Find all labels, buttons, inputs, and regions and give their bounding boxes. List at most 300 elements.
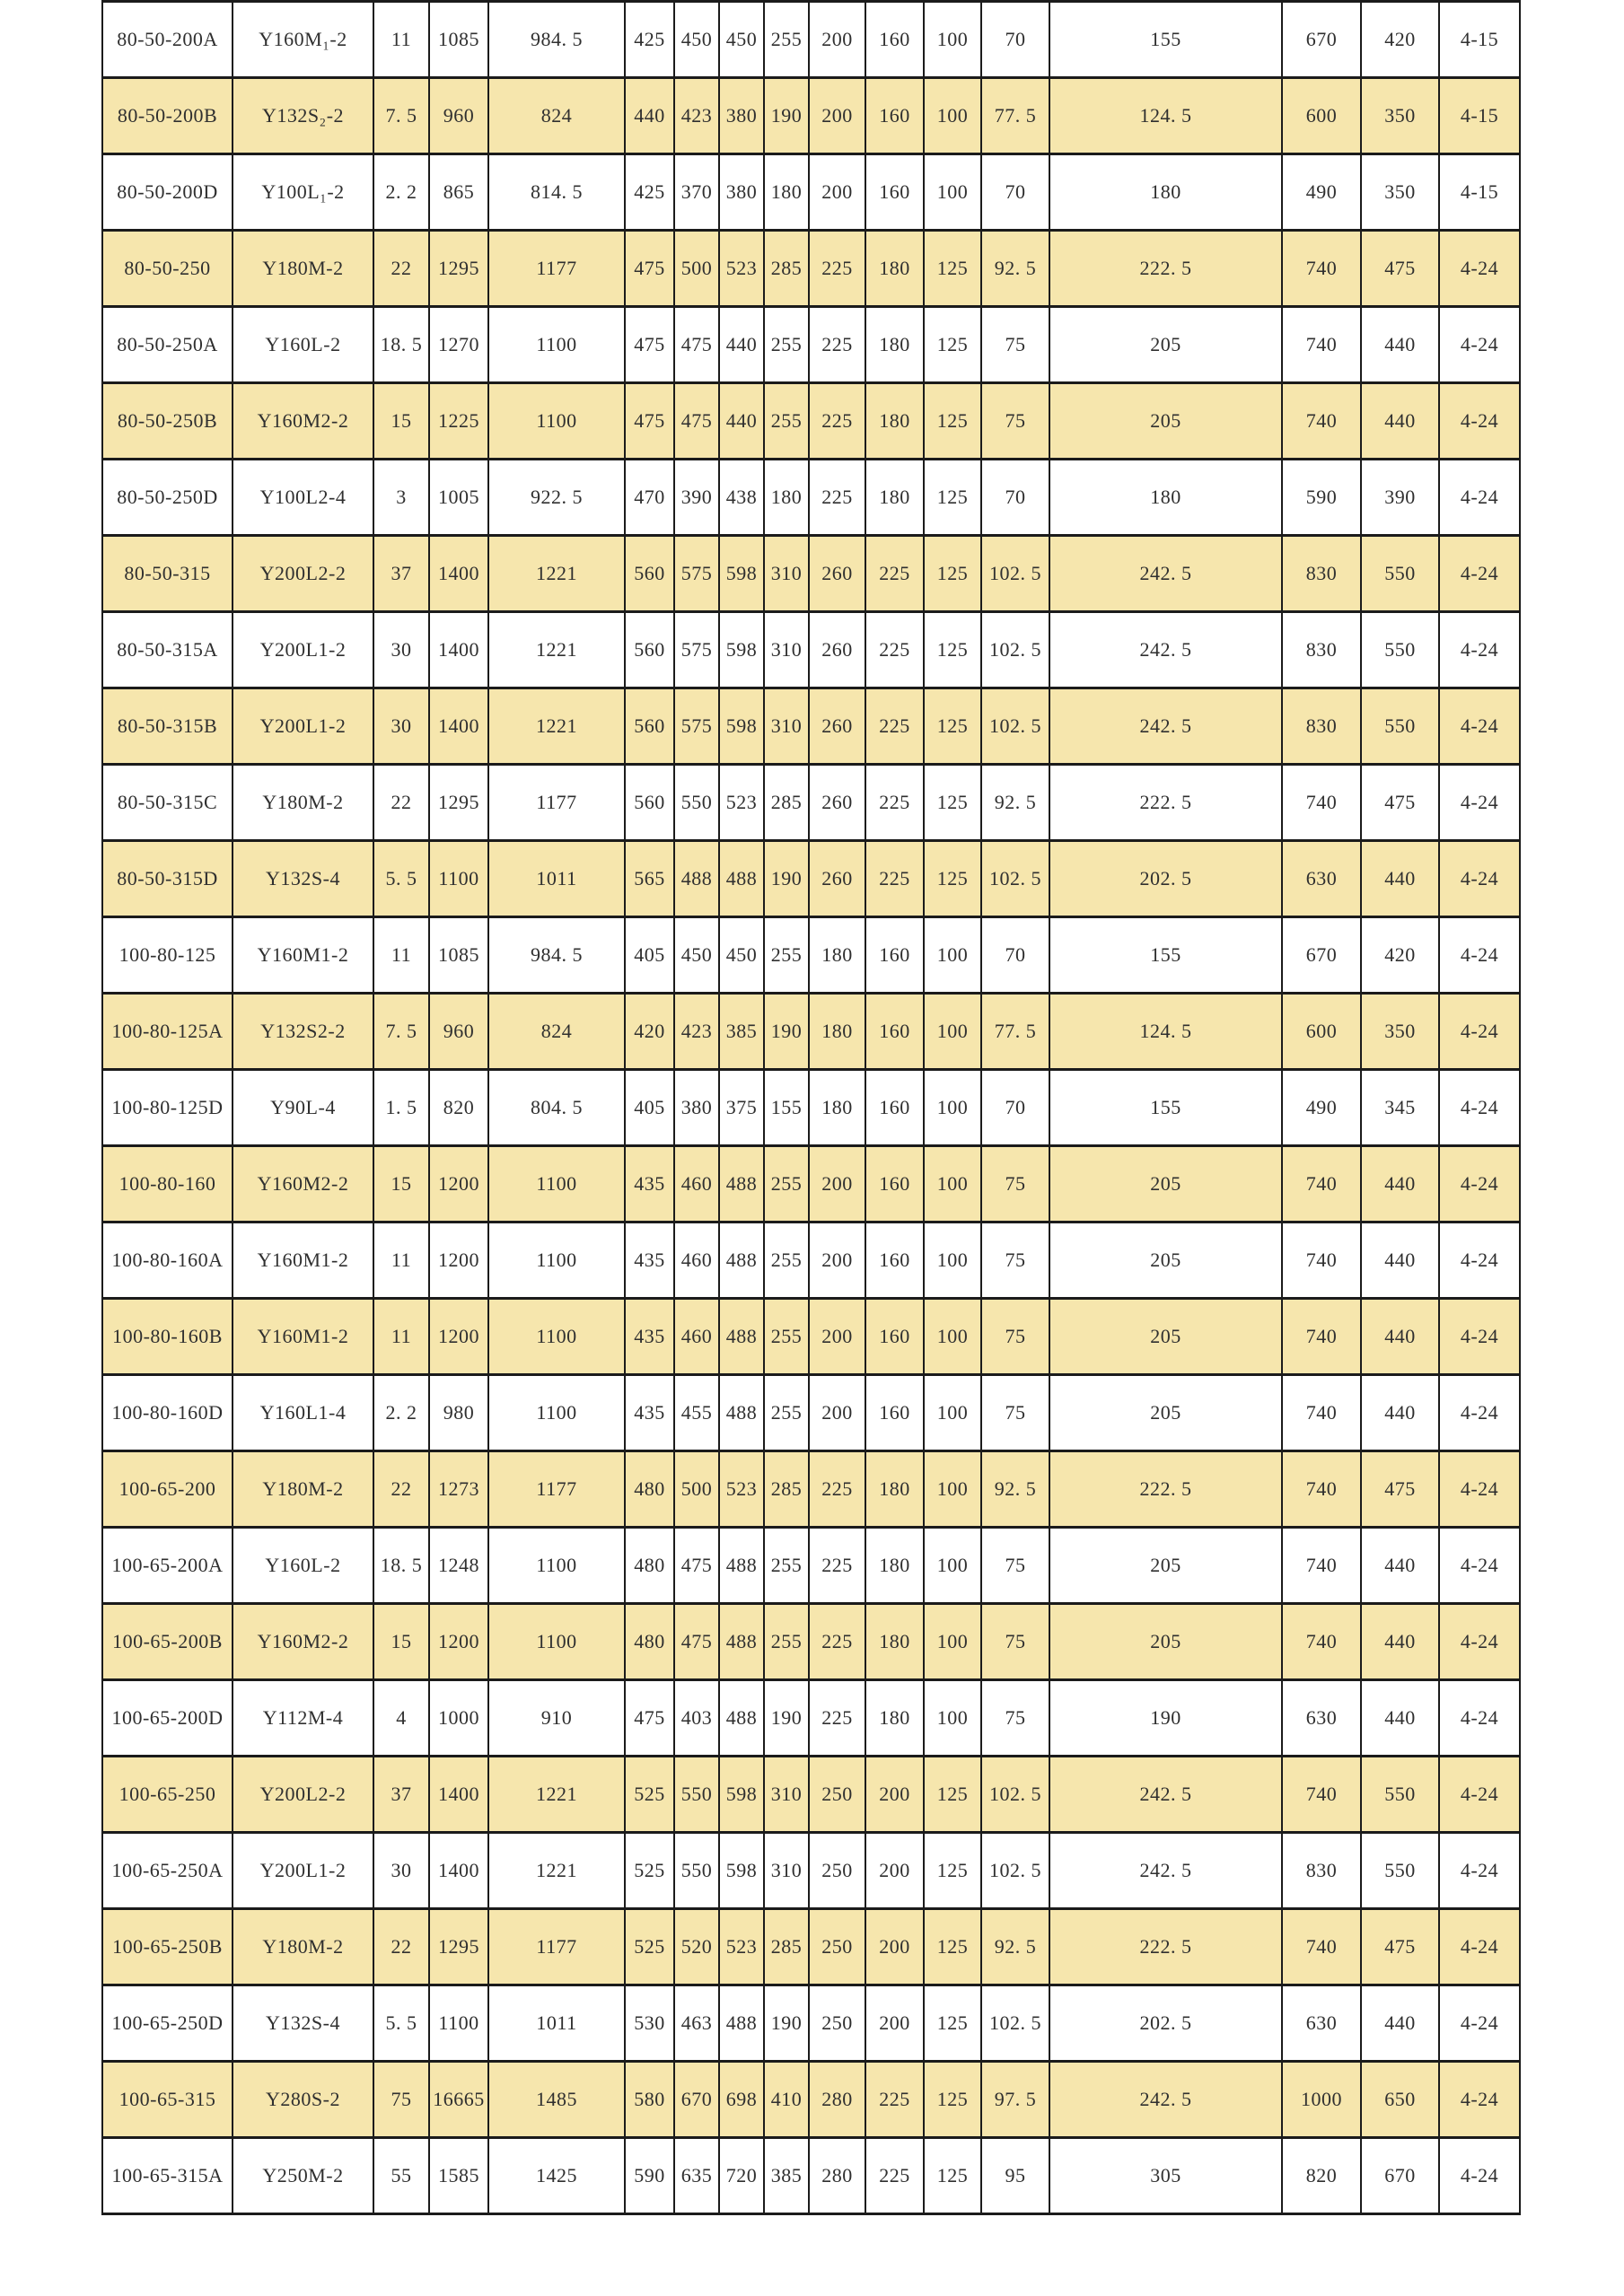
table-cell: 1011 [488, 841, 625, 917]
table-cell: 1221 [488, 536, 625, 612]
table-cell: 80-50-250A [102, 307, 233, 383]
table-cell: 15 [373, 1146, 429, 1222]
table-cell: 460 [674, 1222, 719, 1299]
table-cell: 1100 [488, 383, 625, 460]
table-cell: 22 [373, 1451, 429, 1528]
table-cell: 125 [924, 841, 981, 917]
table-cell: 242. 5 [1049, 2062, 1282, 2138]
table-cell: 260 [809, 765, 865, 841]
table-cell: 598 [719, 1757, 764, 1833]
table-cell: 4-24 [1439, 1451, 1520, 1528]
table-cell: 22 [373, 1909, 429, 1985]
table-cell: 100-65-250D [102, 1985, 233, 2062]
table-cell: 670 [1282, 917, 1361, 994]
table-cell: 1100 [488, 1375, 625, 1451]
table-cell: 440 [1361, 383, 1439, 460]
table-cell: 1273 [429, 1451, 488, 1528]
table-cell: Y180M-2 [233, 231, 373, 307]
table-cell: 440 [1361, 1680, 1439, 1757]
table-cell: 180 [809, 994, 865, 1070]
table-cell: 125 [924, 688, 981, 765]
table-cell: 590 [625, 2138, 674, 2214]
table-cell: 4-24 [1439, 1222, 1520, 1299]
table-cell: 250 [809, 1833, 865, 1909]
table-cell: 475 [674, 307, 719, 383]
table-cell: 1100 [488, 1222, 625, 1299]
table-cell: 1400 [429, 612, 488, 688]
table-cell: 550 [674, 1757, 719, 1833]
table-cell: 100-65-315A [102, 2138, 233, 2214]
table-cell: 525 [625, 1833, 674, 1909]
table-cell: 598 [719, 688, 764, 765]
table-cell: 4-24 [1439, 1985, 1520, 2062]
table-row [102, 1909, 1520, 1985]
table-cell: 202. 5 [1049, 841, 1282, 917]
table-cell: 1295 [429, 231, 488, 307]
table-cell: 438 [719, 460, 764, 536]
table-cell: 423 [674, 994, 719, 1070]
table-cell: 180 [1049, 460, 1282, 536]
table-row [102, 917, 1520, 994]
table-cell: 260 [809, 536, 865, 612]
table-cell: 310 [764, 612, 809, 688]
table-cell: 560 [625, 612, 674, 688]
table-cell: 1295 [429, 765, 488, 841]
table-cell: 1221 [488, 612, 625, 688]
table-cell: 200 [809, 1299, 865, 1375]
table-cell: 125 [924, 2062, 981, 2138]
table-cell: 530 [625, 1985, 674, 2062]
table-cell: 125 [924, 1909, 981, 1985]
table-cell: 490 [1282, 154, 1361, 231]
table-cell: 80-50-200A [102, 2, 233, 78]
table-cell: Y160L-2 [233, 307, 373, 383]
table-cell: 125 [924, 231, 981, 307]
table-cell: 565 [625, 841, 674, 917]
table-cell: 1100 [488, 1528, 625, 1604]
table-cell: 100-80-125D [102, 1070, 233, 1146]
table-cell: 260 [809, 841, 865, 917]
table-cell: 80-50-315 [102, 536, 233, 612]
table-row [102, 383, 1520, 460]
table-cell: 984. 5 [488, 2, 625, 78]
table-row [102, 2, 1520, 78]
table-cell: 600 [1282, 78, 1361, 154]
table-cell: 160 [865, 1070, 924, 1146]
table-cell: 242. 5 [1049, 1757, 1282, 1833]
table-cell: 222. 5 [1049, 1909, 1282, 1985]
table-cell: 520 [674, 1909, 719, 1985]
table-row [102, 1604, 1520, 1680]
table-cell: 4-15 [1439, 78, 1520, 154]
table-cell: 463 [674, 1985, 719, 2062]
table-row [102, 1070, 1520, 1146]
table-cell: 440 [1361, 1985, 1439, 2062]
table-cell: 1270 [429, 307, 488, 383]
table-cell: 80-50-250B [102, 383, 233, 460]
table-cell: 92. 5 [981, 1909, 1049, 1985]
table-cell: 37 [373, 1757, 429, 1833]
table-cell: 180 [865, 1451, 924, 1528]
table-cell: 18. 5 [373, 1528, 429, 1604]
table-cell: 124. 5 [1049, 78, 1282, 154]
table-cell: 124. 5 [1049, 994, 1282, 1070]
table-cell: 820 [429, 1070, 488, 1146]
table-cell: 600 [1282, 994, 1361, 1070]
table-cell: 405 [625, 1070, 674, 1146]
table-cell: 100-65-250A [102, 1833, 233, 1909]
table-cell: 490 [1282, 1070, 1361, 1146]
table-cell: 190 [1049, 1680, 1282, 1757]
table-cell: 440 [625, 78, 674, 154]
table-cell: Y160M2-2 [233, 1604, 373, 1680]
table-cell: 1200 [429, 1146, 488, 1222]
table-cell: 100-65-250B [102, 1909, 233, 1985]
table-cell: 1221 [488, 688, 625, 765]
table-cell: 560 [625, 765, 674, 841]
table-cell: 125 [924, 1833, 981, 1909]
table-cell: 225 [809, 1528, 865, 1604]
table-cell: 225 [809, 383, 865, 460]
table-cell: 1400 [429, 1833, 488, 1909]
table-cell: 740 [1282, 1451, 1361, 1528]
table-cell: 440 [1361, 841, 1439, 917]
table-cell: 922. 5 [488, 460, 625, 536]
table-cell: 670 [1361, 2138, 1439, 2214]
table-cell: 125 [924, 2138, 981, 2214]
table-cell: 280 [809, 2138, 865, 2214]
table-row [102, 1222, 1520, 1299]
table-cell: 740 [1282, 765, 1361, 841]
table-cell: 4-24 [1439, 1909, 1520, 1985]
table-cell: 814. 5 [488, 154, 625, 231]
table-cell: 480 [625, 1451, 674, 1528]
table-cell: 4-24 [1439, 231, 1520, 307]
table-cell: Y100L₁-2 [233, 154, 373, 231]
table-row [102, 1299, 1520, 1375]
table-cell: 11 [373, 1222, 429, 1299]
table-cell: 70 [981, 460, 1049, 536]
table-cell: 100 [924, 2, 981, 78]
table-cell: 4-24 [1439, 917, 1520, 994]
table-cell: 598 [719, 1833, 764, 1909]
table-cell: 310 [764, 688, 809, 765]
table-cell: 475 [625, 383, 674, 460]
table-cell: 4-15 [1439, 2, 1520, 78]
table-cell: 435 [625, 1222, 674, 1299]
table-cell: 180 [865, 231, 924, 307]
table-cell: 4-24 [1439, 383, 1520, 460]
table-cell: 200 [809, 78, 865, 154]
table-cell: 310 [764, 536, 809, 612]
table-cell: 100-65-200B [102, 1604, 233, 1680]
table-cell: 242. 5 [1049, 612, 1282, 688]
table-row [102, 460, 1520, 536]
table-cell: 205 [1049, 1528, 1282, 1604]
table-cell: 560 [625, 536, 674, 612]
table-row [102, 1528, 1520, 1604]
table-cell: 75 [981, 1375, 1049, 1451]
table-cell: 405 [625, 917, 674, 994]
table-cell: 4-24 [1439, 994, 1520, 1070]
table-cell: 435 [625, 1375, 674, 1451]
table-cell: 190 [764, 1985, 809, 2062]
table-cell: 102. 5 [981, 1757, 1049, 1833]
table-cell: 280 [809, 2062, 865, 2138]
table-cell: 100-80-125A [102, 994, 233, 1070]
table-cell: 100-65-250 [102, 1757, 233, 1833]
table-cell: 92. 5 [981, 1451, 1049, 1528]
table-cell: 4-24 [1439, 612, 1520, 688]
table-cell: 1177 [488, 231, 625, 307]
table-cell: 4-24 [1439, 1375, 1520, 1451]
table-cell: 70 [981, 917, 1049, 994]
table-cell: Y132S₂-2 [233, 78, 373, 154]
table-cell: 190 [764, 841, 809, 917]
table-cell: 30 [373, 688, 429, 765]
table-cell: 4-24 [1439, 1604, 1520, 1680]
table-cell: 305 [1049, 2138, 1282, 2214]
table-cell: 100 [924, 917, 981, 994]
table-cell: Y180M-2 [233, 765, 373, 841]
table-cell: 55 [373, 2138, 429, 2214]
table-cell: 285 [764, 1451, 809, 1528]
table-cell: 205 [1049, 1222, 1282, 1299]
table-cell: 480 [625, 1604, 674, 1680]
table-cell: 80-50-250D [102, 460, 233, 536]
table-cell: 102. 5 [981, 1833, 1049, 1909]
table-cell: 100-65-315 [102, 2062, 233, 2138]
table-cell: Y160L1-4 [233, 1375, 373, 1451]
table-cell: Y180M-2 [233, 1451, 373, 1528]
table-cell: 285 [764, 1909, 809, 1985]
table-cell: 102. 5 [981, 612, 1049, 688]
table-cell: 180 [865, 460, 924, 536]
table-cell: 100-80-160 [102, 1146, 233, 1222]
table-cell: Y160M₁-2 [233, 2, 373, 78]
table-cell: 222. 5 [1049, 1451, 1282, 1528]
table-cell: 160 [865, 1146, 924, 1222]
table-cell: 1225 [429, 383, 488, 460]
pump-spec-table [101, 0, 1521, 2215]
table-cell: 125 [924, 1757, 981, 1833]
table-cell: 425 [625, 154, 674, 231]
table-cell: 160 [865, 78, 924, 154]
table-cell: 180 [1049, 154, 1282, 231]
table-cell: 285 [764, 765, 809, 841]
table-cell: 225 [809, 1451, 865, 1528]
table-cell: 155 [1049, 2, 1282, 78]
table-cell: 200 [809, 1375, 865, 1451]
table-cell: 390 [674, 460, 719, 536]
table-cell: 30 [373, 612, 429, 688]
table-row [102, 1985, 1520, 2062]
table-cell: 488 [719, 1146, 764, 1222]
table-cell: 1. 5 [373, 1070, 429, 1146]
table-cell: 550 [1361, 536, 1439, 612]
table-cell: 4-24 [1439, 1146, 1520, 1222]
table-cell: 435 [625, 1299, 674, 1375]
table-cell: 740 [1282, 1146, 1361, 1222]
table-cell: 255 [764, 1146, 809, 1222]
table-cell: 200 [809, 1146, 865, 1222]
table-cell: 100-80-160A [102, 1222, 233, 1299]
table-cell: 1100 [488, 307, 625, 383]
table-cell: 255 [764, 2, 809, 78]
table-cell: 260 [809, 612, 865, 688]
table-cell: 225 [865, 2138, 924, 2214]
table-cell: 635 [674, 2138, 719, 2214]
table-cell: Y200L2-2 [233, 536, 373, 612]
table-cell: 420 [625, 994, 674, 1070]
table-cell: 7. 5 [373, 78, 429, 154]
table-cell: 255 [764, 1528, 809, 1604]
table-cell: 488 [674, 841, 719, 917]
table-cell: 385 [719, 994, 764, 1070]
table-cell: 375 [719, 1070, 764, 1146]
table-cell: 1585 [429, 2138, 488, 2214]
table-cell: 440 [719, 307, 764, 383]
table-cell: Y160M1-2 [233, 1299, 373, 1375]
table-cell: Y160M1-2 [233, 917, 373, 994]
table-cell: 440 [1361, 1528, 1439, 1604]
table-cell: 960 [429, 994, 488, 1070]
table-cell: 460 [674, 1146, 719, 1222]
table-cell: 550 [1361, 688, 1439, 765]
table-cell: 1005 [429, 460, 488, 536]
table-cell: 200 [865, 1833, 924, 1909]
table-cell: 160 [865, 154, 924, 231]
table-cell: 830 [1282, 1833, 1361, 1909]
table-row [102, 1757, 1520, 1833]
table-cell: 285 [764, 231, 809, 307]
table-row [102, 154, 1520, 231]
table-cell: 160 [865, 2, 924, 78]
table-cell: 5. 5 [373, 841, 429, 917]
table-cell: 440 [1361, 1222, 1439, 1299]
table-cell: 200 [865, 1757, 924, 1833]
table-cell: 4-24 [1439, 1299, 1520, 1375]
table-row [102, 536, 1520, 612]
table-cell: 550 [674, 765, 719, 841]
table-cell: 37 [373, 536, 429, 612]
table-cell: 980 [429, 1375, 488, 1451]
table-cell: 15 [373, 1604, 429, 1680]
table-cell: 310 [764, 1757, 809, 1833]
table-cell: 100 [924, 1680, 981, 1757]
table-cell: 70 [981, 154, 1049, 231]
table-cell: 523 [719, 1451, 764, 1528]
table-cell: 740 [1282, 383, 1361, 460]
table-cell: 820 [1282, 2138, 1361, 2214]
table-cell: 1200 [429, 1222, 488, 1299]
table-cell: 202. 5 [1049, 1985, 1282, 2062]
table-cell: 205 [1049, 1375, 1282, 1451]
table-cell: 70 [981, 2, 1049, 78]
table-cell: 92. 5 [981, 231, 1049, 307]
table-row [102, 994, 1520, 1070]
table-cell: 22 [373, 765, 429, 841]
table-cell: 155 [764, 1070, 809, 1146]
table-cell: 910 [488, 1680, 625, 1757]
table-cell: Y280S-2 [233, 2062, 373, 2138]
table-cell: 420 [1361, 917, 1439, 994]
table-cell: 488 [719, 1375, 764, 1451]
table-row [102, 841, 1520, 917]
table-cell: 390 [1361, 460, 1439, 536]
table-cell: 255 [764, 383, 809, 460]
table-cell: 205 [1049, 383, 1282, 460]
table-row [102, 612, 1520, 688]
table-row [102, 1146, 1520, 1222]
table-cell: 1200 [429, 1604, 488, 1680]
table-cell: 830 [1282, 688, 1361, 765]
table-cell: 460 [674, 1299, 719, 1375]
table-cell: 1085 [429, 917, 488, 994]
table-cell: 102. 5 [981, 688, 1049, 765]
table-cell: 525 [625, 1909, 674, 1985]
table-cell: 250 [809, 1757, 865, 1833]
table-cell: 4-24 [1439, 765, 1520, 841]
table-row [102, 765, 1520, 841]
table-row [102, 307, 1520, 383]
table-cell: 7. 5 [373, 994, 429, 1070]
table-cell: 180 [865, 383, 924, 460]
table-cell: 740 [1282, 231, 1361, 307]
table-cell: 222. 5 [1049, 231, 1282, 307]
table-cell: 824 [488, 994, 625, 1070]
table-cell: 2. 2 [373, 154, 429, 231]
table-cell: 80-50-315A [102, 612, 233, 688]
table-cell: 488 [719, 1985, 764, 2062]
table-cell: 102. 5 [981, 841, 1049, 917]
table-cell: Y160L-2 [233, 1528, 373, 1604]
table-cell: 425 [625, 2, 674, 78]
table-cell: 1177 [488, 1451, 625, 1528]
table-cell: 75 [981, 1299, 1049, 1375]
table-cell: 77. 5 [981, 78, 1049, 154]
table-cell: 100 [924, 1222, 981, 1299]
table-cell: 345 [1361, 1070, 1439, 1146]
table-cell: 160 [865, 1375, 924, 1451]
table-cell: 75 [981, 1528, 1049, 1604]
table-cell: 80-50-315B [102, 688, 233, 765]
table-cell: 475 [674, 1604, 719, 1680]
table-cell: 77. 5 [981, 994, 1049, 1070]
table-cell: 488 [719, 841, 764, 917]
table-cell: 205 [1049, 1604, 1282, 1680]
table-cell: 155 [1049, 1070, 1282, 1146]
table-cell: 1100 [488, 1299, 625, 1375]
table-cell: 440 [1361, 307, 1439, 383]
table-cell: 160 [865, 917, 924, 994]
table-cell: 75 [981, 1604, 1049, 1680]
table-cell: Y160M2-2 [233, 383, 373, 460]
table-cell: 865 [429, 154, 488, 231]
table-cell: 180 [865, 1604, 924, 1680]
table-cell: 475 [625, 231, 674, 307]
table-cell: 18. 5 [373, 307, 429, 383]
table-cell: 97. 5 [981, 2062, 1049, 2138]
table-cell: 450 [719, 2, 764, 78]
table-cell: 580 [625, 2062, 674, 2138]
table-cell: 225 [865, 765, 924, 841]
table-cell: 125 [924, 383, 981, 460]
table-cell: 100-65-200A [102, 1528, 233, 1604]
table-cell: 125 [924, 612, 981, 688]
table-cell: 740 [1282, 1375, 1361, 1451]
table-cell: 523 [719, 231, 764, 307]
